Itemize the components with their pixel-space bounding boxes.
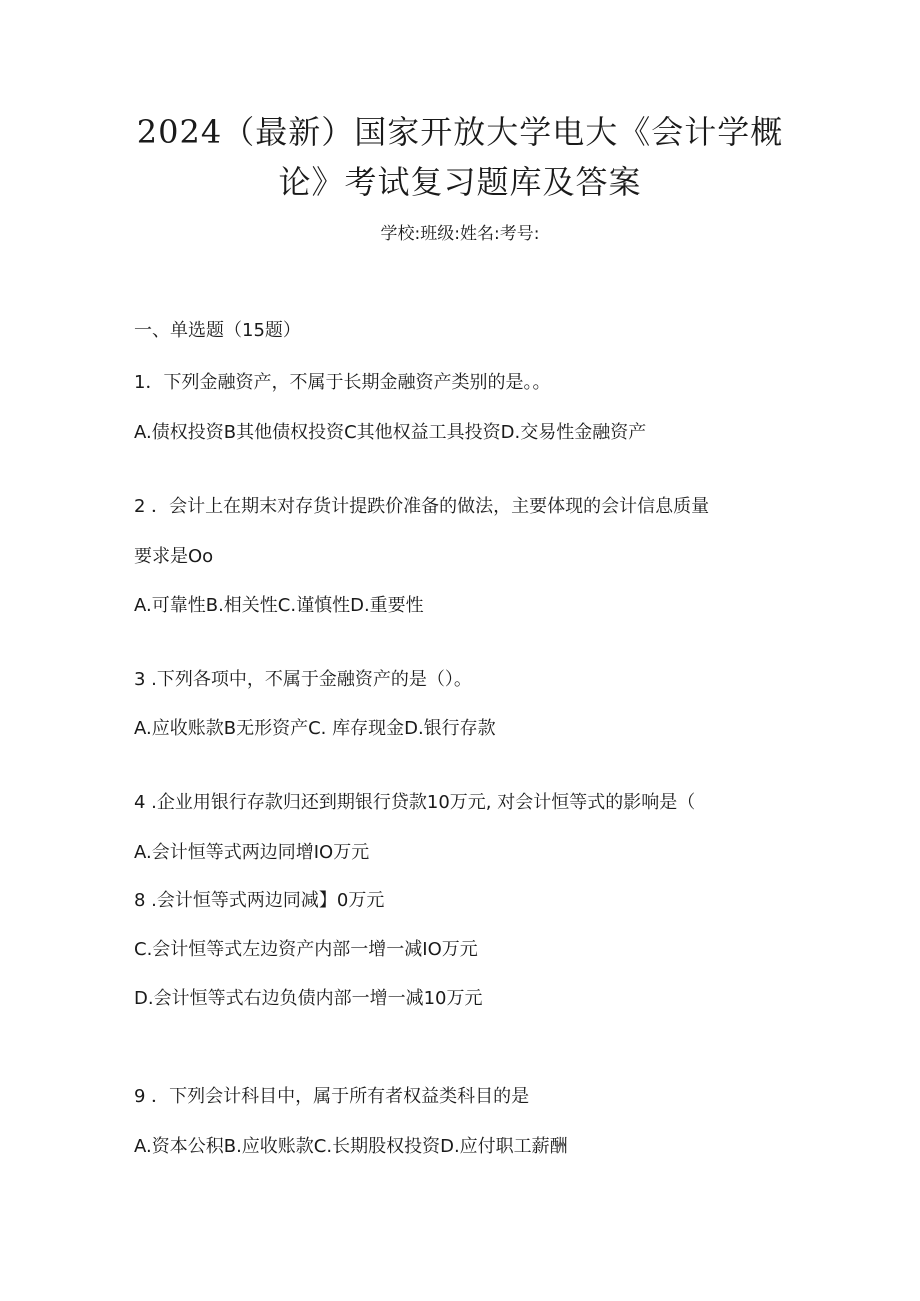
question-2-options: A.可靠性B.相关性C.谨慎性D.重要性	[134, 595, 424, 616]
question-1-options: A.债权投资B其他债权投资C其他权益工具投资D.交易性金融资产	[134, 422, 647, 443]
document-title-line-1: 2024（最新）国家开放大学电大《会计学概	[136, 113, 784, 151]
section-heading: 一、单选题（15题）	[134, 320, 301, 341]
question-5-options: A.资本公积B.应收账款C.长期股权投资D.应付职工薪酬	[134, 1136, 568, 1157]
question-4-option-a: A.会计恒等式两边同增IO万元	[134, 842, 370, 863]
question-1-text: 1．下列金融资产，不属于长期金融资产类别的是。。	[134, 372, 551, 393]
question-4-text: 4 .企业用银行存款归还到期银行贷款10万元, 对会计恒等式的影响是（	[134, 792, 696, 813]
question-3-text: 3 .下列各项中，不属于金融资产的是（）。	[134, 669, 472, 690]
question-3-options: A.应收账款B无形资产C. 库存现金D.银行存款	[134, 718, 496, 739]
question-2-text-line-1: 2 ．会计上在期末对存货计提跌价准备的做法，主要体现的会计信息质量	[134, 496, 710, 517]
question-2-text-line-2: 要求是Oo	[134, 546, 214, 567]
document-title-line-2: 论》考试复习题库及答案	[278, 163, 642, 201]
student-info-line: 学校:班级:姓名:考号:	[380, 224, 540, 244]
question-4-option-d: D.会计恒等式右边负债内部一增一减10万元	[134, 988, 483, 1009]
question-4-option-c: C.会计恒等式左边资产内部一增一减IO万元	[134, 939, 478, 960]
question-5-text: 9 ．下列会计科目中，属于所有者权益类科目的是	[134, 1086, 530, 1107]
question-4-option-b: 8 .会计恒等式两边同减】0万元	[134, 890, 385, 911]
